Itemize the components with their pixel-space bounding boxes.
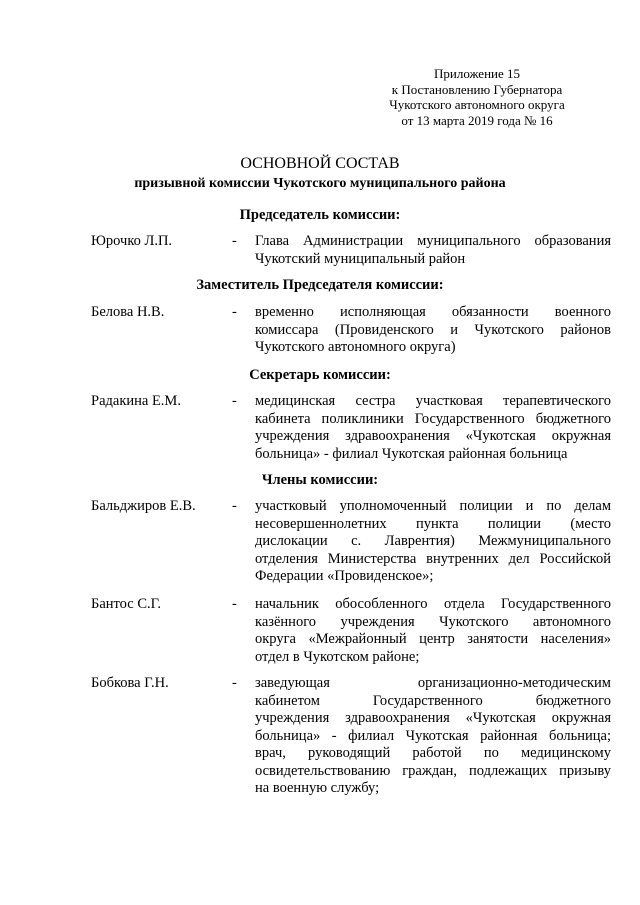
description-line: медицинская сестра участковая терапевтического	[255, 393, 611, 409]
description-line: кабинета поликлиники Государственного бюджетного	[255, 410, 611, 427]
description-line: Чукотский муниципальный район	[255, 250, 466, 267]
description-line: больница» - филиал Чукотская районная больница;	[255, 727, 611, 744]
member-dash: -	[232, 596, 237, 612]
document-subtitle: призывной комиссии Чукотского муниципального района	[134, 176, 506, 191]
description-line: участковый уполномоченный полиции и по делам	[255, 498, 611, 514]
section-title-deputy: Заместитель Председателя комиссии:	[196, 277, 444, 293]
description-line: учреждения здравоохранения «Чукотская окружная	[255, 428, 611, 444]
member-description	[255, 233, 611, 268]
member-description	[255, 498, 611, 586]
member-description	[255, 304, 611, 357]
member-description	[255, 675, 611, 798]
section-title-members: Члены комиссии:	[261, 472, 379, 488]
description-line: заведующая организационно-методическим	[255, 675, 611, 691]
description-line: Глава Администрации муниципального образования	[255, 233, 611, 249]
section-title-secretary: Секретарь комиссии:	[249, 367, 391, 383]
member-name: Юрочко Л.П.	[91, 233, 173, 249]
member-name: Радакина Е.М.	[91, 393, 181, 409]
document-title: ОСНОВНОЙ СОСТАВ	[240, 155, 400, 172]
member-name: Бобкова Г.Н.	[91, 675, 169, 691]
description-line: начальник обособленного отдела Государственного	[255, 596, 611, 612]
appendix-line-4: от 13 марта 2019 года № 16	[401, 112, 553, 128]
appendix-line-3: Чукотского автономного округа	[389, 97, 565, 112]
member-description	[255, 596, 611, 666]
member-dash: -	[232, 304, 237, 320]
description-line: комиссара (Провиденского и Чукотского районов	[255, 321, 611, 338]
description-line: на военную службу;	[255, 780, 380, 796]
member-dash: -	[232, 498, 237, 514]
description-line: отдел в Чукотском районе;	[255, 648, 420, 665]
appendix-line-2: к Постановлению Губернатора	[391, 81, 563, 97]
description-line: несовершеннолетних пункта полиции (место	[255, 515, 611, 532]
description-line: дислокации с. Лаврентия) Межмуниципального	[255, 533, 611, 549]
description-line: учреждения здравоохранения «Чукотская окружная	[255, 710, 611, 726]
member-dash: -	[232, 233, 237, 249]
description-line: кабинетом Государственного бюджетного	[255, 692, 611, 709]
description-line: казённого учреждения Чукотского автономного	[255, 613, 611, 630]
description-line: Чукотского автономного округа)	[255, 339, 456, 355]
appendix-block	[377, 66, 577, 128]
member-name: Бантос С.Г.	[91, 596, 162, 612]
member-dash: -	[232, 393, 237, 409]
description-line: Федерации «Провиденское»;	[255, 568, 434, 584]
member-name: Белова Н.В.	[91, 304, 165, 320]
description-line: отделения Министерства внутренних дел Российской	[255, 550, 611, 567]
member-dash: -	[232, 675, 237, 691]
member-name: Бальджиров Е.В.	[91, 498, 196, 514]
section-title-chairman: Председатель комиссии:	[239, 207, 401, 223]
appendix-line-1: Приложение 15	[433, 66, 521, 81]
description-line: больница» - филиал Чукотская районная больница	[255, 445, 568, 462]
description-line: освидетельствованию граждан, подлежащих призыву	[255, 762, 611, 779]
description-line: врач, руководящий работой по медицинскому	[255, 745, 611, 761]
member-description	[255, 393, 611, 463]
description-line: округа «Межрайонный центр занятости населения»	[255, 631, 611, 647]
description-line: временно исполняющая обязанности военного	[255, 304, 611, 320]
